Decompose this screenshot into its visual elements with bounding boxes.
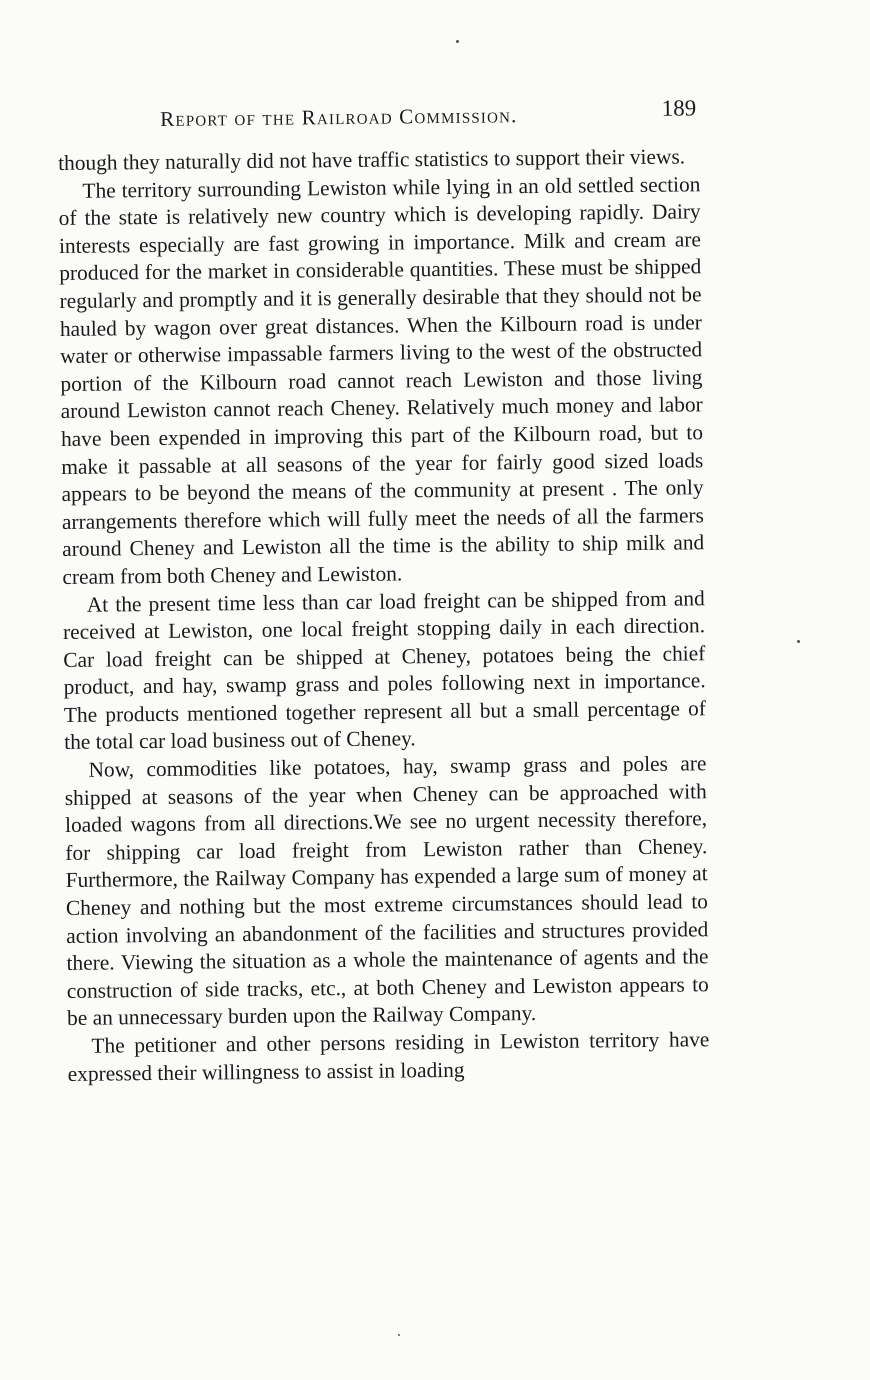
paragraph-1: though they naturally did not have traffic statistics to support their views. (58, 144, 686, 175)
paragraph-4: Now, commodities like potatoes, hay, swamp grass and poles are shipped at seasons of the year when Cheney can be approached with loaded wagons from all directions.We see no urgent necessity therefore, for shipping car load freight from Lewiston rather than Cheney. Furthermore, the Railway Company has expended a large sum of money at Cheney and nothing but the most extreme circumstances should lead to action involving an abandonment of the facilities and structures provided there. Viewing the situation as a whole the maintenance of agents and the construction of side tracks, etc., at both Cheney and Lewiston appears to be an unnecessary burden upon the Railway Company. (64, 751, 709, 1031)
paragraph-3: At the present time less than car load freight can be shipped from and received at Lewiston, one local freight stopping daily in each direction. Car load freight can be shipped at Cheney, potatoes being the chief product, and hay, swamp grass and poles following next in importance. The products mentioned together represent all but a small percentage of the total car load business out of Cheney. (62, 585, 707, 755)
paper-speck (797, 640, 800, 643)
body-text (58, 143, 710, 1088)
page-number: 189 (661, 95, 697, 121)
running-title: Report of the Railroad Commission. (160, 103, 518, 131)
paper-speck (398, 1334, 400, 1336)
running-header (60, 93, 696, 136)
paper-speck (456, 40, 459, 43)
paragraph-5: The petitioner and other persons residing in Lewiston territory have expressed their willingness to assist in loading (67, 1027, 710, 1086)
paragraph-2: The territory surrounding Lewiston while lying in an old settled section of the state is relatively new country which is developing rapidly. Dairy interests especially are fast growing in importance. Milk and cream are produced for the market in considerable quantities. These must be shipped regularly and promptly and it is generally desirable that they should not be hauled by wagon over great distances. When the Kilbourn road is under water or otherwise impassable farmers living to the west of the obstructed portion of the Kilbourn road cannot reach Lewiston and those living around Lewiston cannot reach Cheney. Relatively much money and labor have been expended in improving this part of the Kilbourn road, but to make it passable at all seasons of the year for fairly good sized loads appears to be beyond the means of the community at present . The only arrangements therefore which will fully meet the needs of all the farmers around Cheney and Lewiston all the time is the ability to ship milk and cream from both Cheney and Lewiston. (58, 171, 705, 589)
